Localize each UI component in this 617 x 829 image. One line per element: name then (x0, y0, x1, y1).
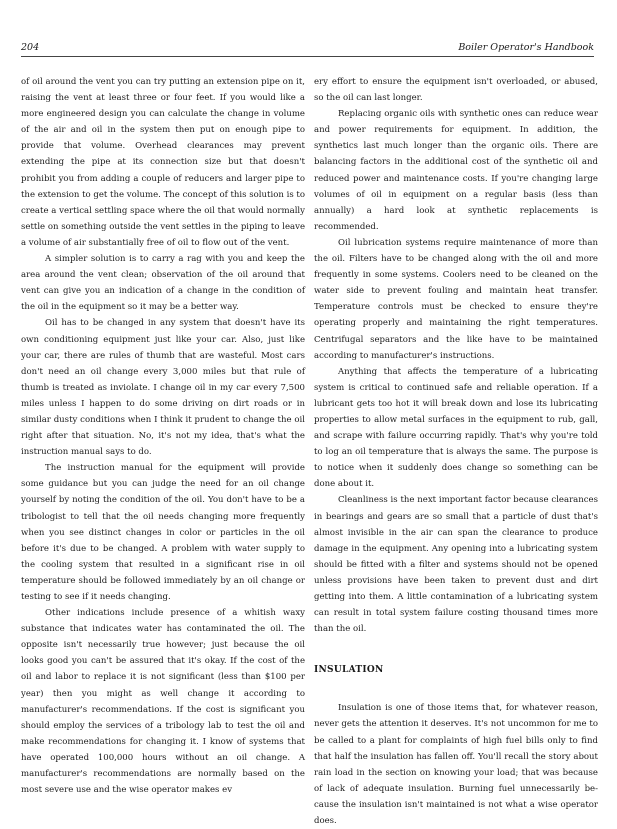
left-column (21, 74, 305, 798)
page-number: 204 (21, 42, 40, 53)
paragraph: Replacing organic oils with synthetic ones can reduce wear and power requirements for equipment. In addition, the synthetics last much longer than the organic oils. There are balancing factors in the additional cost of the synthetic oil and reduced power and maintenance costs. If you're changing large volumes of oil in equipment on a regular basis (less than annually) a hard look at synthetic replacements is recommended. (314, 109, 598, 232)
paragraph: A simpler solution is to carry a rag with you and keep the area around the vent clean; observation of the oil around that vent can give you an indication of a change in the condition of the oil in the equipment so it may be a better way. (21, 254, 305, 313)
paragraph: Insulation is one of those items that, for whatever reason, never gets the attention it deserves. It's not uncommon for me to be called to a plant for complaints of high fuel bills only to find that half the insulation has fallen off. You'll recall the story about rain load in the section on knowing your load; that was because of lack of adequate insulation. Burning fuel unnecessarily because the insulation isn't maintained is not what a wise operator does. (314, 703, 598, 827)
running-header (21, 42, 594, 57)
paragraph: ery effort to ensure the equipment isn't overloaded, or abused, so the oil can last longer. (314, 77, 598, 104)
paragraph: The instruction manual for the equipment will provide some guidance but you can judge the need for an oil change yourself by noting the condition of the oil. You don't have to be a tribologist to tell that the oil needs changing more frequently when you see distinct changes in color or particles in the oil before it's due to be changed. A problem with water supply to the cooling system that resulted in a significant rise in oil temperature should be followed immediately by an oil change or testing to see if it needs changing. (21, 463, 305, 602)
right-column (314, 74, 598, 829)
section-heading: INSULATION (314, 665, 384, 676)
paragraph: Other indications include presence of a whitish waxy substance that indicates water has contaminated the oil. The opposite isn't necessarily true however; just because the oil looks good you can't be assured that it's okay. If the cost of the oil and labor to replace it is not significant (less than $100 per year) then you might as well change it according to manufacturer's recommendations. If the cost is significant you should employ the services of a tribology lab to test the oil and make recommendations for changing it. I know of systems that have operated 100,000 hours without an oil change. A manufacturer's recommendations are normally based on the most severe use and the wise operator makes ev (21, 608, 305, 796)
paragraph: Oil has to be changed in any system that doesn't have its own conditioning equipment just like your car. Also, just like your car, there are rules of thumb that are wasteful. Most cars don't need an oil change every 3,000 miles but that rule of thumb is treated as inviolate. I change oil in my car every 7,500 miles unless I happen to do some driving on dirt roads or in similar dusty conditions when I think it prudent to change the oil right after that situation. No, it's not my idea, that's what the instruction manual says to do. (21, 318, 305, 458)
paragraph: of oil around the vent you can try putting an extension pipe on it, raising the vent at least three or four feet. If you would like a more engineered design you can calculate the change in volume of the air and oil in the system then put on enough pipe to provide that volume. Overhead clearances may prevent extending the pipe at its connection size but that doesn't prohibit you from adding a couple of reducers and larger pipe to the extension to get the volume. The concept of this solution is to create a vertical settling space where the oil that would normally settle on something outside the vent settles in the piping to leave a volume of air substantially free of oil to flow out of the vent. (21, 77, 306, 248)
paragraph: Anything that affects the temperature of a lubricating system is critical to continued safe and reliable operation. If a lubricant gets too hot it will break down and lose its lubricating properties to allow metal surfaces in the equipment to rub, gall, and scrape with failure occurring rapidly. That's why you're told to log an oil temperature that is always the same. The purpose is to notice when it suddenly does change so something can be done about it. (314, 366, 598, 490)
book-title: Boiler Operator's Handbook (458, 42, 594, 53)
paragraph: Oil lubrication systems require maintenance of more than the oil. Filters have to be changed along with the oil and more frequently in some systems. Coolers need to be cleaned on the water side to prevent fouling and maintain heat transfer. Temperature controls must be checked to ensure they're operating properly and maintaining the right temperatures. Centrifugal separators and the like have to be maintained according to manufacturer's instructions. (314, 237, 598, 361)
paragraph: Cleanliness is the next important factor because clearances in bearings and gears are so small that a particle of dust that's almost invisible in the air can span the clearance to produce damage in the equipment. Any opening into a lubricating system should be fitted with a filter and systems should not be opened unless provisions have been taken to prevent dust and dirt getting into them. A little contamination of a lubricating system can result in total system failure costing thousand times more than the oil. (314, 495, 598, 635)
